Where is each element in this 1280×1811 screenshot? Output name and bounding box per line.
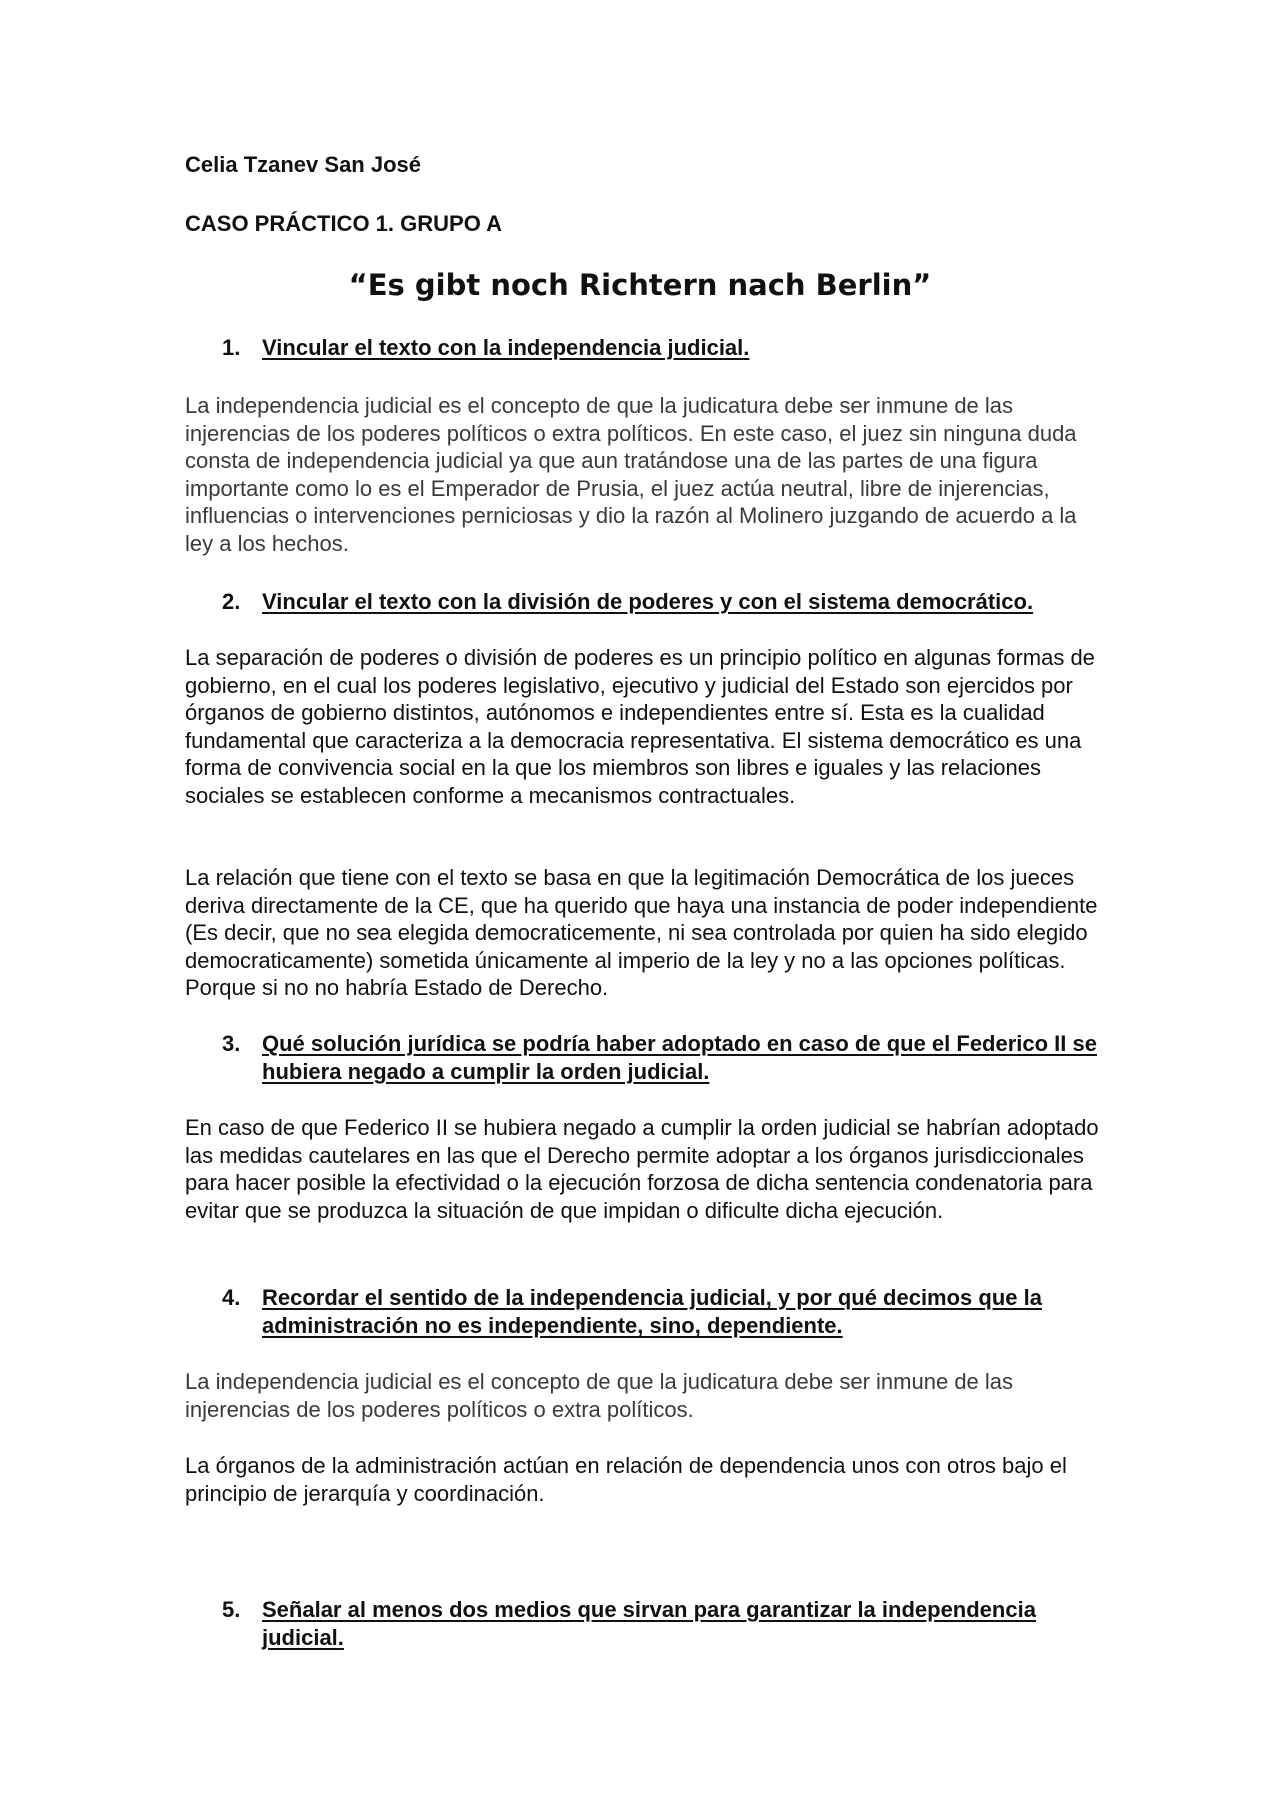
question-number: 2.	[222, 589, 241, 614]
question-3-heading	[222, 1030, 1102, 1086]
document-title: “Es gibt noch Richtern nach Berlin”	[348, 268, 932, 302]
question-5-heading	[222, 1596, 1102, 1652]
answer-2-paragraph-1: La separación de poderes o división de poderes es un principio político en algunas formas de gobierno, en el cual los poderes legislativo, ejecutivo y judicial del Estado son ejercidos por órganos de gobierno distintos, autónomos e independientes entre sí. Esta es la cualidad fundamental que caracteriza a la democracia representativa. El sistema democrático es una forma de convivencia social en la que los miembros son libres e iguales y las relaciones sociales se establecen conforme a mecanismos contractuales.	[185, 645, 1095, 808]
question-number: 4.	[222, 1285, 241, 1310]
question-number: 1.	[222, 335, 241, 360]
question-2-heading	[222, 588, 1102, 616]
author-name: Celia Tzanev San José	[185, 152, 421, 177]
question-4-heading	[222, 1284, 1102, 1340]
question-text: Vincular el texto con la división de poderes y con el sistema democrático.	[262, 589, 1034, 614]
case-label: CASO PRÁCTICO 1. GRUPO A	[185, 211, 502, 236]
answer-4-paragraph-1: La independencia judicial es el concepto de que la judicatura debe ser inmune de las injerencias de los poderes políticos o extra políticos.	[185, 1369, 1014, 1422]
answer-1-paragraph: La independencia judicial es el concepto de que la judicatura debe ser inmune de las injerencias de los poderes políticos o extra políticos. En este caso, el juez sin ninguna duda consta de independencia judicial ya que aun tratándose una de las partes de una figura importante como lo es el Emperador de Prusia, el juez actúa neutral, libre de injerencias, influencias o intervenciones perniciosas y dio la razón al Molinero juzgando de acuerdo a la ley a los hechos.	[185, 393, 1077, 556]
answer-3-paragraph: En caso de que Federico II se hubiera negado a cumplir la orden judicial se habrían adoptado las medidas cautelares en las que el Derecho permite adoptar a los órganos jurisdiccionales para hacer posible la efectividad o la ejecución forzosa de dicha sentencia condenatoria para evitar que se produzca la situación de que impidan o dificulte dicha ejecución.	[185, 1115, 1099, 1223]
question-text: Recordar el sentido de la independencia judicial, y por qué decimos que la administración no es independiente, sino, dependiente.	[262, 1285, 1042, 1338]
question-text: Señalar al menos dos medios que sirvan para garantizar la independencia judicial.	[262, 1597, 1036, 1650]
answer-4-paragraph-2: La órganos de la administración actúan en relación de dependencia unos con otros bajo el principio de jerarquía y coordinación.	[185, 1453, 1067, 1506]
question-1-heading	[222, 334, 1102, 362]
question-number: 3.	[222, 1031, 241, 1056]
question-text: Qué solución jurídica se podría haber adoptado en caso de que el Federico II se hubiera negado a cumplir la orden judicial.	[262, 1031, 1097, 1084]
question-number: 5.	[222, 1597, 241, 1622]
question-text: Vincular el texto con la independencia judicial.	[262, 335, 750, 360]
answer-2-paragraph-2: La relación que tiene con el texto se basa en que la legitimación Democrática de los jueces deriva directamente de la CE, que ha querido que haya una instancia de poder independiente (Es decir, que no sea elegida democraticemente, ni sea controlada por quien ha sido elegido democraticamente) sometida únicamente al imperio de la ley y no a las opciones políticas. Porque si no no habría Estado de Derecho.	[185, 865, 1098, 1001]
